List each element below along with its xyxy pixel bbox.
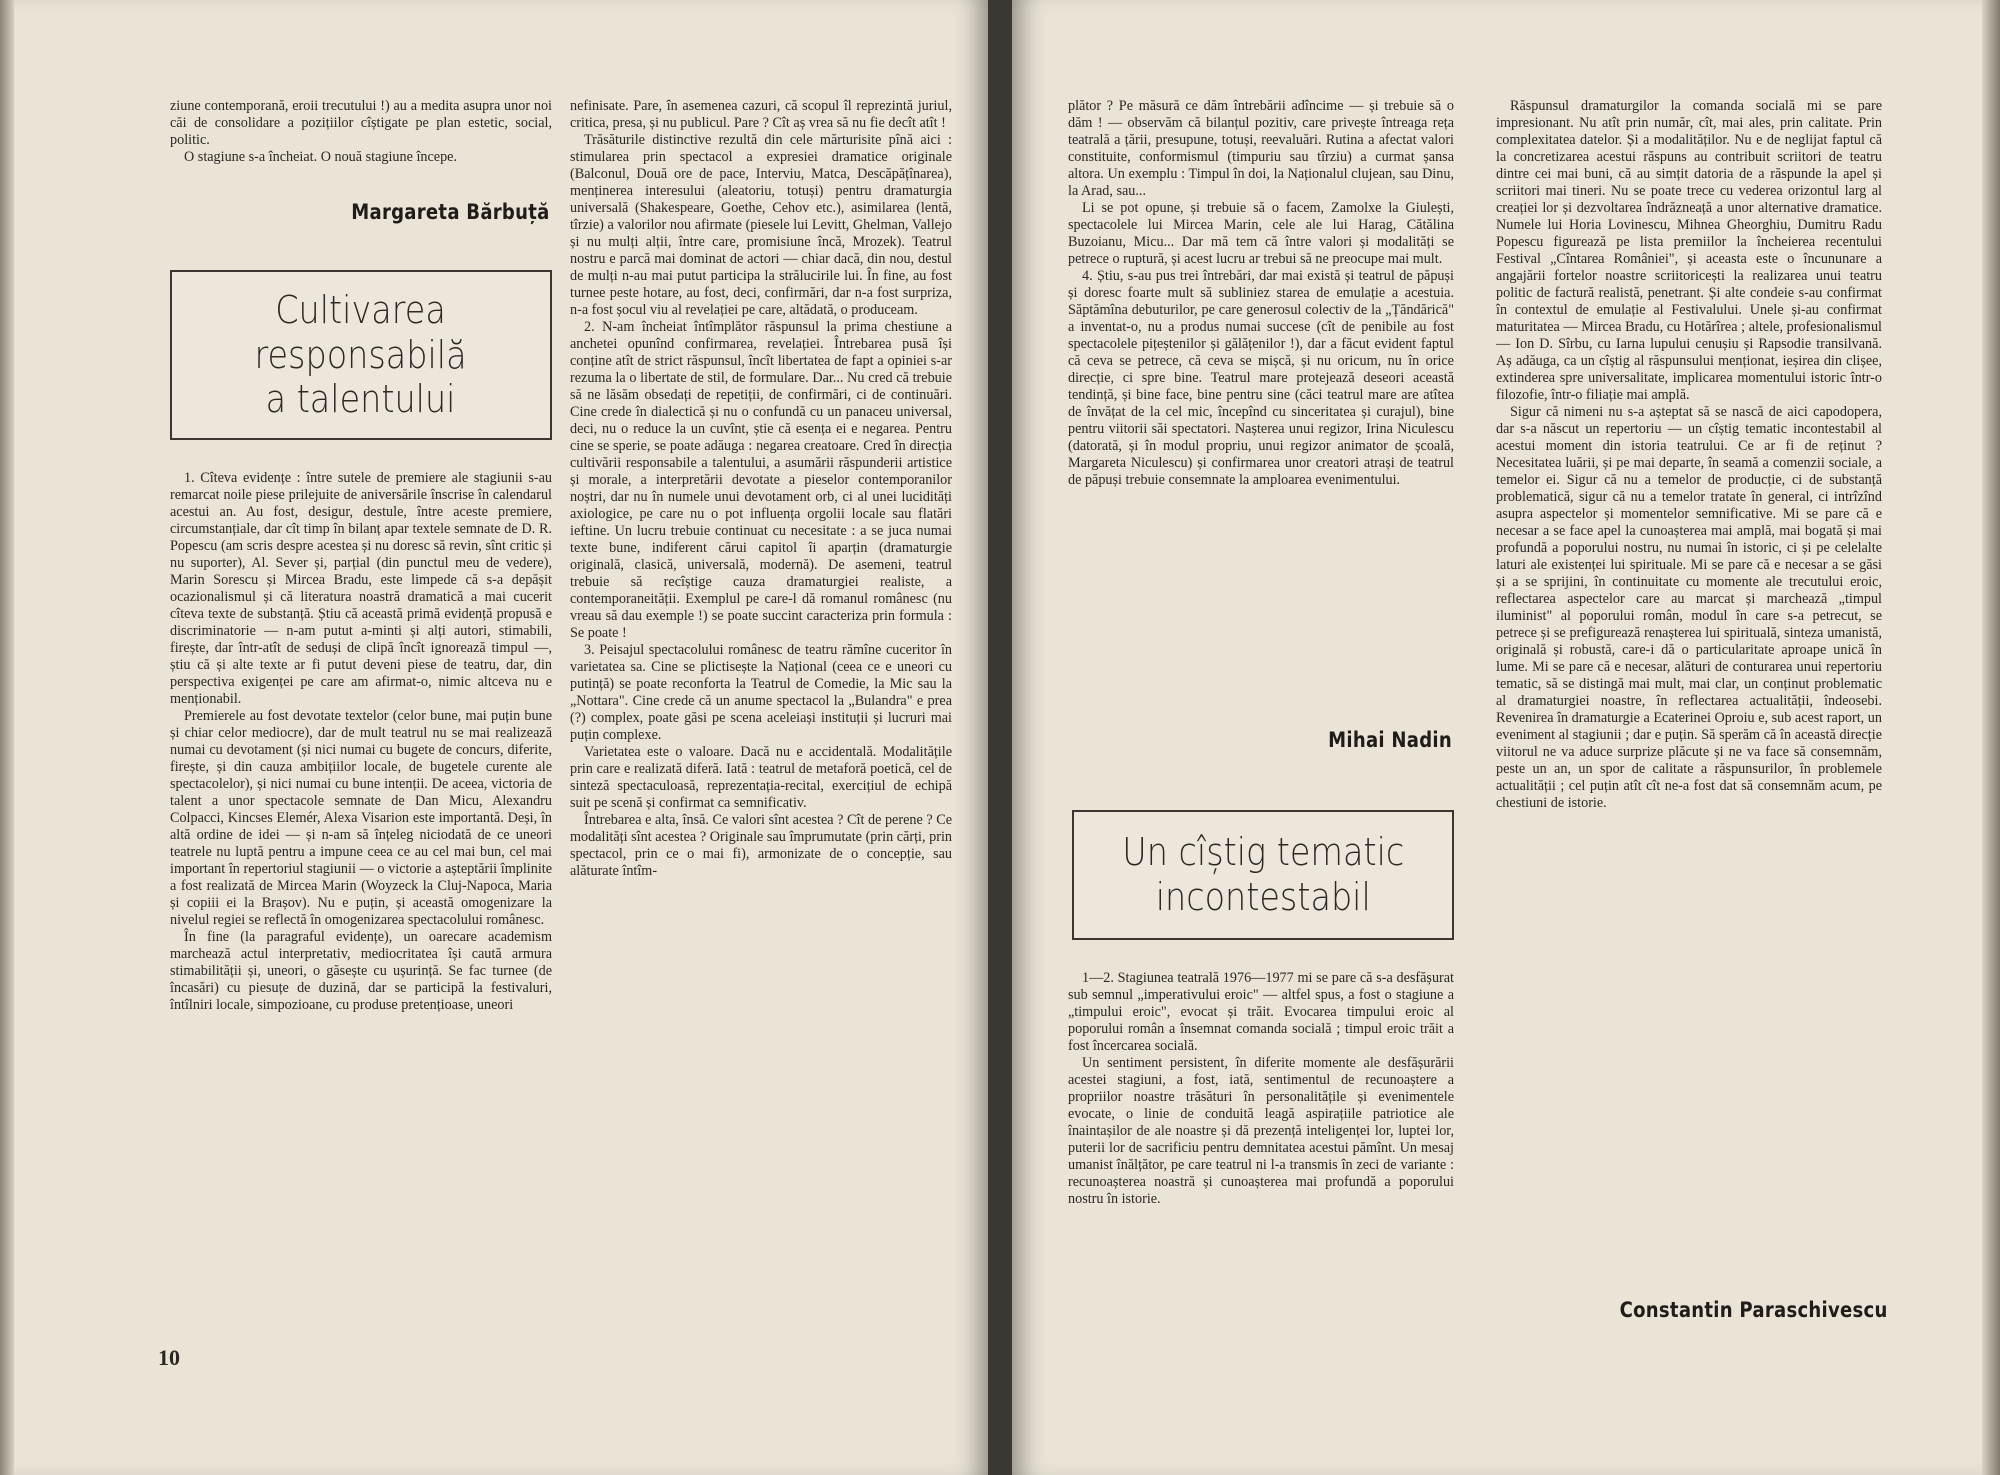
left-col2-body (570, 98, 952, 1320)
paragraph: Li se pot opune, și trebuie să o facem, Zamolxe la Giulești, spectacolele lui Mircea Marin, cele ale lui Harag, Cătălina Buzoianu, Micu... Dar mă tem că între valori și modalități se petrece o ruptură, și acest lucru ar trebui să ne preocupe mai mult. (1068, 200, 1454, 267)
signature-constantin-paraschivescu: Constantin Paraschivescu (1620, 1298, 1888, 1322)
right-col4-body (1496, 98, 1882, 1290)
title-line: incontestabil (1155, 875, 1371, 919)
paragraph: Varietatea este o valoare. Dacă nu e accidentală. Modalitățile prin care e realizată diferă. Iată : teatrul de metaforă poetică, cel de sinteză spectaculoasă, reprezentația-recital, exercițiul de echipă suit pe scenă și confirmat ca semnificativ. (570, 744, 952, 811)
paragraph: nefinisate. Pare, în asemenea cazuri, că scopul îl reprezintă juriul, critica, presa, și nu publicul. Pare ? Cît aș vrea să nu fie decît atît ! (570, 98, 952, 131)
signature-margareta-barbuta: Margareta Bărbuță (351, 200, 550, 224)
article-title-box (1072, 810, 1454, 940)
signature-mihai-nadin: Mihai Nadin (1328, 728, 1452, 752)
right-page (1012, 0, 2000, 1475)
page-number: 10 (158, 1345, 180, 1370)
paragraph: 4. Știu, s-au pus trei întrebări, dar mai există și teatrul de păpuși și doresc foarte mult să subliniez starea de emulație a acestuia. Săptămîna debuturilor, pe care generosul colectiv de la „Țăndărică" a inventat-o, nu a produs numai succese (cît de penibile au fost spectacolele pițeștenilor și gălățenilor !), dar a făcut evident faptul că ceva se petrece, că ceva se mișcă, și nu oricum, nu în orice direcție, ci spre bine. Teatrul mare protejează deseori această tendință, și bine face, bine pentru sine (căci teatrul mare are atîtea de învățat de la cel mic, începînd cu sinceritatea și curajul), bine pentru viitorii săi spectatori. Nașterea unui regizor, Irina Niculescu (datorată, și în modul propriu, unui regizor animator de școală, Margareta Niculescu) și confirmarea unor creatori atrași de teatrul de păpuși trebuie consemnate la amploarea evenimentului. (1068, 268, 1454, 488)
book-gutter (988, 0, 1012, 1475)
article-title-box (170, 270, 552, 440)
title-line: a talentului (266, 377, 456, 422)
paragraph: 3. Peisajul spectacolului românesc de teatru rămîne cuceritor în varietatea sa. Cine se plictisește la Național (ceea ce e uneori cu putință) se poate reconforta la Teatrul de Comedie, la Mic sau la „Nottara". Cine crede că un anume spectacol la „Bulandra" e prea (?) complex, poate găsi pe scena aceleiași instituții și lucruri mai puțin complexe. (570, 642, 952, 743)
title-line: responsabilă (254, 332, 468, 377)
left-col1-body (170, 470, 552, 1312)
paragraph: plător ? Pe măsură ce dăm întrebării adîncime — și trebuie să o dăm ! — observăm că bilanțul pozitiv, care privește întreaga reța teatrală a țării, presupune, totuși, reevaluări. Rutina a afectat valori constituite, conformismul (timpuriu sau tîrziu) a curmat șansa altora. Un exemplu : Timpul în doi, la Naționalul clujean, sau Dinu, la Arad, sau... (1068, 98, 1454, 199)
left-page (0, 0, 988, 1475)
title-line: Un cîștig tematic (1121, 830, 1405, 875)
paragraph: Premierele au fost devotate textelor (celor bune, mai puțin bune și chiar celor mediocre), dar de mult teatrul nu se mai realizează numai cu devotament (și nici numai cu bugete de concurs, diferite, firește, și din cauza ambițiilor locale, de bugetele curente ale spectacolelor), și nici numai cu bune intenții. De aceea, victoria de talent a unor spectacole semnate de Dan Micu, Alexandru Colpacci, Kincses Elemér, Alexa Visarion este importantă. Deși, în altă ordine de idei — și n-am să înțeleg niciodată de ce uneori teatrele nu luptă pentru a impune ceea ce au cel mai bun, cel mai important în repertoriul stagiunii — o victorie a așteptării împlinite a fost realizată de Mircea Marin (Woyzeck la Cluj-Napoca, Maria și copiii ei la Brașov). Nu e puțin, și această omogenizare la nivelul regiei se reflectă în omogenizarea spectacolului românesc. (170, 708, 552, 928)
left-page-edge (0, 0, 14, 1475)
paragraph: Un sentiment persistent, în diferite momente ale desfășurării acestei stagiuni, a fost, iată, sentimentul de recunoaștere a propriilor noastre trăsături în personalitățile și evenimentele evocate, o linie de conduită leagă aspirațiile patriotice ale înaintașilor de ale noastre și dă prezență inteligenței lor, luptei lor, puterii lor de sacrificiu pentru demnitatea acestui pămînt. Un mesaj umanist înălțător, pe care teatrul ni l-a transmis în zeci de variante : recunoașterea noastră și cunoașterea mai profundă a poporului nostru în istorie. (1068, 1055, 1454, 1207)
paragraph: Întrebarea e alta, însă. Ce valori sînt acestea ? Cît de perene ? Ce modalități sînt acestea ? Originale sau împrumutate (prin cărți, prin spectacol, prin ce o mai fi), armonizate de o concepție, sau alăturate întîm- (570, 812, 952, 879)
paragraph: Răspunsul dramaturgilor la comanda socială mi se pare impresionant. Nu atît prin număr, cît, mai ales, prin calitate. Prin complexitatea datelor. Și a modalităților. Nu e de neglijat faptul că la concretizarea acestui răspuns au contribuit scriitori de teatru dintre cei mai buni, că au simțit datoria de a răspunde la apel și scriitori mai tineri. Nu se poate trece cu vederea orizontul larg al creației lor și dezvoltarea îndrăzneață a unor alternative dramatice. Numele lui Horia Lovinescu, Mihnea Gheorghiu, Dumitru Radu Popescu figurează pe lista premiilor la încheierea recentului Festival „Cîntarea României", și aceasta este o încununare a angajării fortelor noastre scriitoricești la realizarea unui teatru politic de factură realistă, penetrant. Și alte condeie s-au confirmat în contextul de emulație al Festivalului. Unele și-au confirmat maturitatea — Mircea Bradu, cu Hotărîrea ; altele, profesionalismul — Ion D. Sîrbu, cu Iarna lupului cenușiu și Rapsodie transilvană. Aș adăuga, ca un cîștig al răspunsului menționat, ieșirea din clișee, extinderea spre universalitate, implicarea momentului istoric într-o filozofie, într-o filiație mai amplă. (1496, 98, 1882, 403)
paragraph: O stagiune s-a încheiat. O nouă stagiune începe. (184, 149, 458, 165)
paragraph: 1—2. Stagiunea teatrală 1976—1977 mi se pare că s-a desfășurat sub semnul „imperativului eroic" — altfel spus, a fost o stagiune a „timpului eroic", evocat și trăit. Evocarea timpului eroic al poporului român a însemnat comanda socială ; timpul eroic trăit a fost încercarea socială. (1068, 970, 1454, 1054)
paragraph: În fine (la paragraful evidențe), un oarecare academism marchează actul interpretativ, mediocritatea își caută armura stimabilității și, uneori, o găsește cu ușurință. Se fac turnee (de încasări) cu piesuțe de duzină, dar se participă la festivaluri, întîlniri locale, simpozioane, cu produse pretențioase, uneori (170, 929, 552, 1013)
title-line: Cultivarea (275, 287, 447, 332)
paragraph: 2. N-am încheiat întîmplător răspunsul la prima chestiune a anchetei opunînd confirmarea, revelației. Întrebarea pusă își conține atît de strict răspunsul, încît libertatea de fapt a opiniei s-ar rezuma la o libertate de stil, de formulare. Dar... Nu cred că trebuie să ne lăsăm obsedați de repetiții, de confirmări, ci de continuări. Cine crede în dialectică și nu o confundă cu un panaceu universal, deci, nu o reduce la un cuvînt, știe că esența ei e negarea. Pentru cine se sperie, se poate adăuga : negarea creatoare. Cred în direcția cultivării responsabile a talentului, a asumării răspunderii artistice și morale, a interpretării devotate a pieselor contemporanilor noștri, dar nu în numele unui devotament orb, ci al unei lucidități axiologice, pe care nu o pot influența orgolii locale sau flatări ieftine. Un lucru trebuie continuat cu necesitate : a se juca numai texte bune, indiferent cărui capitol îi aparțin (dramaturgie originală, clasică, universală, modernă). De asemeni, teatrul trebuie să recîștige cauza dramaturgiei realiste, a contemporaneității. Exemplul pe care-l dă romanul românesc (nu vreau să dau exemple !) se poate succint caracteriza prin formula : Se poate ! (570, 319, 952, 641)
paragraph: Sigur că nimeni nu s-a așteptat să se nască de aici capodopera, dar s-a născut un repertoriu — un cîștig tematic incontestabil al acestui moment din istoria teatrului. Ce ar fi de reținut ? Necesitatea luării, și pe mai departe, în seamă a comenzii sociale, a temelor ei. Sigur că nu a temelor de producție, ci de substanță problematică, sigur că nu a temelor tratate în general, ci intrîzînd asupra aspectelor și momentelor semnificative. Mi se pare că e necesar a se face apel la cunoașterea mai amplă, mai bogată și mai profundă a poporului nostru, nu numai în istoric, ci și pe celelalte laturi ale existenței lui spirituale. Mi se pare că e necesar a se găsi și a se sprijini, în continuitate cu momente ale trecutului eroic, reflectarea aspectelor care au marcat și marchează „timpul iluminist" al poporului român, modul în care s-a petrecut, se petrece și se prefigurează renașterea lui spirituală, sinteza umanistă, originală și robustă, care-i dă o particularitate aproape unică în lume. Mi se pare că e necesar, alături de conturarea unui repertoriu tematic, să se distingă mai mult, mai clar, un conținut problematic al dramaturgiei noastre, în reflectarea actualității, îndeosebi. Revenirea în dramaturgie a Ecaterinei Oproiu e, sub acest raport, un eveniment al stagiunii ; dar e puțin. Să sperăm că în această direcție viitorul ne va aduce surprize plăcute și ne va face să consemnăm, peste un an, un spor de calitate a răspunsurilor, în problemele actualității ; cel puțin atît cît ne-a fost dat să consemnăm acum, pe chestiuni de istorie. (1496, 404, 1882, 811)
paragraph: 1. Cîteva evidențe : între sutele de premiere ale stagiunii s-au remarcat noile piese prilejuite de aniversările înscrise în calendarul acestui an. Au fost, desigur, destule, între aceste premiere, circumstanțiale, dar cît timp în bilanț apar textele semnate de D. R. Popescu (am scris despre acestea și nu doresc să revin, sînt critic și nu suporter), Al. Sever și, parțial (din punctul meu de vedere), Marin Sorescu și Mircea Bradu, este limpede că s-a depășit ocazionalismul și că literatura noastră dramatică a mai cucerit cîteva texte de substanță. Știu că această primă evidență propusă e discriminatorie — n-am putut a-minti și alți autori, stimabili, firește, dar într-atît de seduși de clipă încît ignorează timpul —, știu că și alte texte ar fi putut deveni piese de teatru, dar, din perspectiva exigenței pe care am afirmat-o, nimic altceva nu e menționabil. (170, 470, 552, 707)
right-col3-body (1068, 970, 1454, 1340)
paragraph: Trăsăturile distinctive rezultă din cele mărturisite pînă aici : stimularea prin spectacol a expresiei dramatice originale (Balconul, Două ore de pace, Interviu, Matca, Descăpățînarea), menținerea interesului (aleatoriu, totuși) pentru dramaturgia universală (Shakespeare, Goethe, Cehov etc.), asimilarea (lentă, tîrzie) a valorilor nou afirmate (piesele lui Levitt, Ghelman, Vallejo și nu mulți alții, între care, promisiune încă, Mrozek). Teatrul nostru e parcă mai dominat de actori — chiar dacă, din nou, destul de mulți n-au mai putut participa la strălucirile lui. În fine, au fost turnee peste hotare, au fost, deci, confirmări, dar n-a fost surpriza, n-a fost șocul viu al revelației pe care, altădată, o produceam. (570, 132, 952, 318)
right-col3-top-text (1068, 98, 1454, 723)
right-page-edge (1982, 0, 2000, 1475)
paragraph: ziune contemporană, eroii trecutului !) au a medita asupra unor noi căi de consolidare a pozițiilor cîștigate pe plan estetic, social, politic. (170, 98, 552, 148)
left-col1-top-text (170, 98, 552, 210)
